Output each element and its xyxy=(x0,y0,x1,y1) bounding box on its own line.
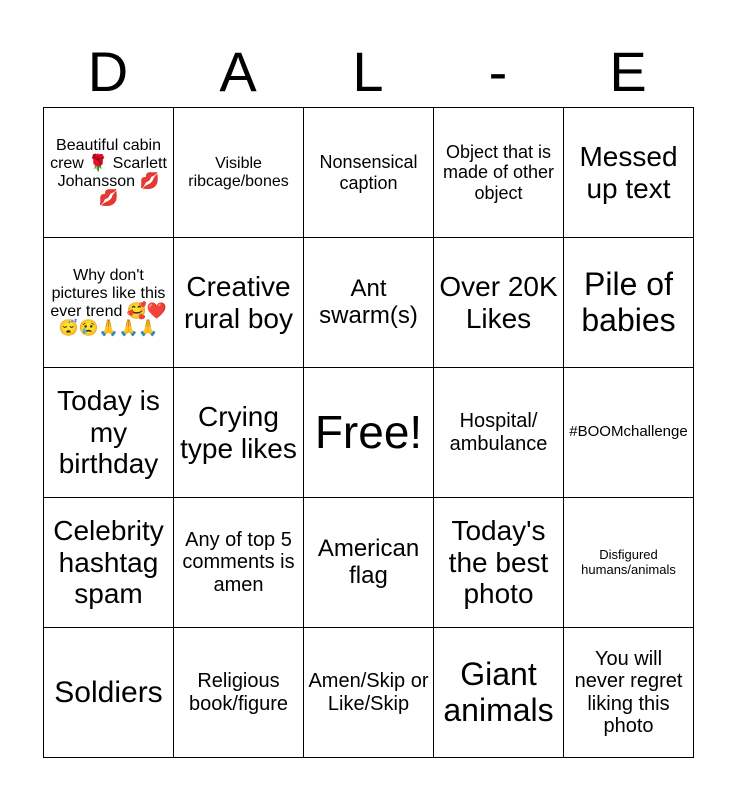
bingo-cell[interactable]: Today is my birthday xyxy=(44,368,174,498)
bingo-row xyxy=(44,108,694,238)
bingo-cell[interactable]: Beautiful cabin crew 🌹 Scarlett Johansson 💋💋 xyxy=(44,108,174,238)
header-letter-a: A xyxy=(219,40,257,103)
bingo-cell[interactable]: You will never regret liking this photo xyxy=(564,628,694,758)
bingo-cell[interactable]: Object that is made of other object xyxy=(434,108,564,238)
bingo-cell[interactable]: Soldiers xyxy=(44,628,174,758)
bingo-cell[interactable]: Visible ribcage/bones xyxy=(174,108,304,238)
header-letter-d: D xyxy=(87,40,129,103)
bingo-cell[interactable]: Ant swarm(s) xyxy=(304,238,434,368)
bingo-cell[interactable]: American flag xyxy=(304,498,434,628)
bingo-cell[interactable]: Pile of babies xyxy=(564,238,694,368)
bingo-grid xyxy=(43,107,694,758)
bingo-cell[interactable]: Any of top 5 comments is amen xyxy=(174,498,304,628)
header-letter-dash: - xyxy=(488,40,508,103)
bingo-row xyxy=(44,368,694,498)
bingo-cell[interactable]: Over 20K Likes xyxy=(434,238,564,368)
bingo-cell[interactable]: Disfigured humans/animals xyxy=(564,498,694,628)
bingo-cell[interactable]: Giant animals xyxy=(434,628,564,758)
bingo-cell[interactable]: Messed up text xyxy=(564,108,694,238)
bingo-cell[interactable]: #BOOMchallenge xyxy=(564,368,694,498)
header-letter-l: L xyxy=(352,40,384,103)
bingo-cell[interactable]: Amen/Skip or Like/Skip xyxy=(304,628,434,758)
bingo-row xyxy=(44,498,694,628)
bingo-cell[interactable]: Religious book/figure xyxy=(174,628,304,758)
bingo-row xyxy=(44,238,694,368)
bingo-cell[interactable]: Creative rural boy xyxy=(174,238,304,368)
bingo-cell[interactable]: Nonsensical caption xyxy=(304,108,434,238)
bingo-row xyxy=(44,628,694,758)
header-letter-e: E xyxy=(609,40,647,103)
bingo-cell[interactable]: Celebrity hashtag spam xyxy=(44,498,174,628)
bingo-cell[interactable]: Hospital/ ambulance xyxy=(434,368,564,498)
bingo-cell-free[interactable]: Free! xyxy=(304,368,434,498)
bingo-cell[interactable]: Why don't pictures like this ever trend 🥰❤️😴😢🙏🙏🙏 xyxy=(44,238,174,368)
bingo-cell[interactable]: Crying type likes xyxy=(174,368,304,498)
bingo-cell[interactable]: Today's the best photo xyxy=(434,498,564,628)
bingo-header xyxy=(43,36,693,108)
